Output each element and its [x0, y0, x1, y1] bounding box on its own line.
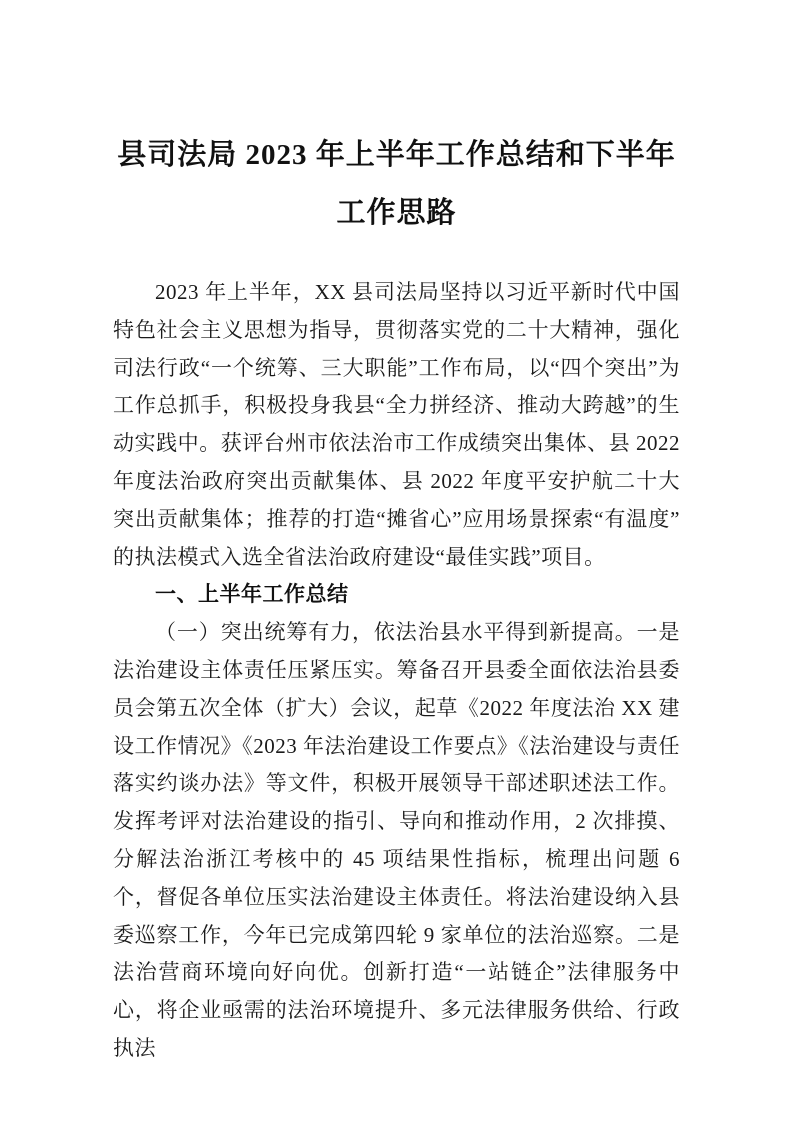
section-one-paragraph: （一）突出统筹有力，依法治县水平得到新提高。一是法治建设主体责任压紧压实。筹备召开县委全面依法治县委员会第五次全体（扩大）会议，起草《2022 年度法治 XX 建设工作情况》《2023 年法治建设工作要点》《法治建设与责任落实约谈办法》等文件，积极开展领导干部述职述法工作。发挥考评对法治建设的指引、导向和推动作用，2 次排摸、分解法治浙江考核中的 45 项结果性指标，梳理出问题 6 个，督促各单位压实法治建设主体责任。将法治建设纳入县委巡察工作，今年已完成第四轮 9 家单位的法治巡察。二是法治营商环境向好向优。创新打造“一站链企”法律服务中心，将企业亟需的法治环境提升、多元法律服务供给、行政执法 — [113, 620, 680, 1060]
document-title-line-1: 县司法局 2023 年上半年工作总结和下半年 — [117, 139, 676, 171]
section-heading-first-half-summary: 一、上半年工作总结 — [155, 582, 349, 607]
intro-paragraph: 2023 年上半年，XX 县司法局坚持以习近平新时代中国特色社会主义思想为指导，贯彻落实党的二十大精神，强化司法行政“一个统筹、三大职能”工作布局，以“四个突出”为工作总抓手，积极投身我县“全力拼经济、推动大跨越”的生动实践中。获评台州市依法治市工作成绩突出集体、县 2022 年度法治政府突出贡献集体、县 2022 年度平安护航二十大突出贡献集体；推荐的打造“摊省心”应用场景探索“有温度”的执法模式入选全省法治政府建设“最佳实践”项目。 — [113, 280, 680, 569]
document-title — [113, 0, 680, 242]
document-body — [113, 274, 680, 1068]
document-content — [113, 0, 680, 1068]
document-title-line-2: 工作思路 — [336, 197, 457, 229]
